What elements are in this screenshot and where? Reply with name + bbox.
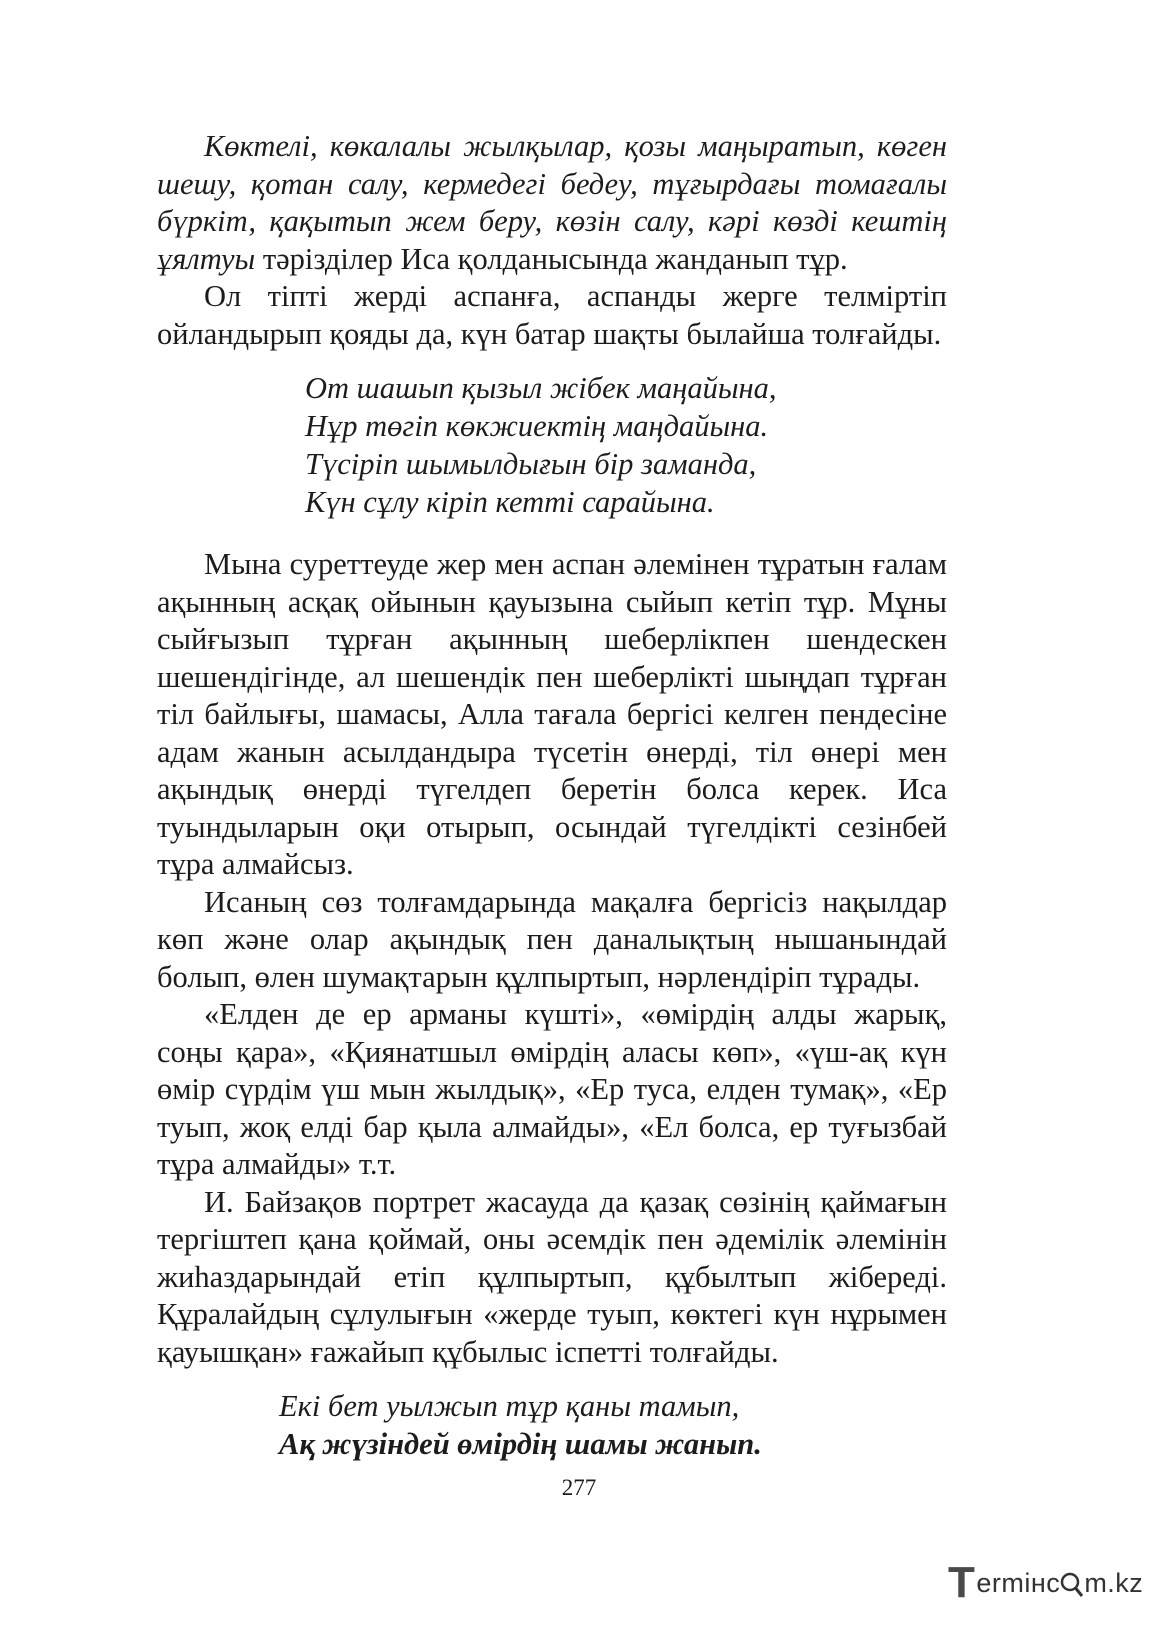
page-number: 277: [561, 1475, 597, 1500]
paragraph: Исаның сөз толғамдарында мақалға бергісіз нақылдар көп және олар ақындық пен даналықтың нышанындай болып, өлен шумақтарын құлпыртып, нәрлендіріп тұрады.: [157, 884, 947, 994]
magnifier-icon: [1060, 1569, 1084, 1597]
verse-line: Нұр төгіп көкжиектің маңдайына.: [305, 409, 769, 443]
paragraph: [157, 128, 947, 278]
verse-block: [279, 1387, 947, 1463]
page-body: [157, 128, 947, 1463]
watermark-text: m.kz: [1084, 1567, 1144, 1598]
verse-line: Түсіріп шымылдығын бір заманда,: [305, 447, 757, 481]
verse-line: Ақ жүзіндей өмірдің шамы жанып.: [279, 1427, 762, 1461]
paragraph: «Елден де ер арманы күшті», «өмірдің алды жарық, соңы қара», «Қиянатшыл өмірдің аласы көп», «үш-ақ күн өмір сүрдім үш мын жылдық», «Ер туса, елден тумақ», «Ер туып, жоқ елді бар қыла алмайды», «Ел болса, ер туғызбай тұра алмайды» т.т.: [157, 997, 947, 1181]
paragraph: Мына суреттеуде жер мен аспан әлемінен тұратын ғалам ақынның асқақ ойынын қауызына сыйып кетіп тұр. Мұны сыйғызып тұрған ақынның шеберлікпен шендескен шешендігінде, ал шешендік пен шеберлікті шыңдап тұрған тіл байлығы, шамасы, Алла тағала бергісі келген пендесіне адам жанын асылдандыра түсетін өнерді, тіл өнері мен ақындық өнерді түгелдеп беретін болса керек. Иса туындыларын оқи отырып, осындай түгелдікті сезінбей тұра алмайсыз.: [157, 547, 947, 881]
watermark-letter: T: [948, 1558, 976, 1607]
watermark-text: ermінc: [976, 1567, 1061, 1598]
verse-line: От шашып қызыл жібек маңайына,: [305, 371, 777, 405]
paragraph: Ол тіпті жерді аспанға, аспанды жерге телміртіп ойландырып қояды да, күн батар шақты былайша толғайды.: [157, 279, 947, 351]
paragraph-italic: Көктелі, көкалалы жылқылар, қозы маңыратып, көген шешу, қотан салу, кермедегі бедеу, тұғырдағы томағалы бүркіт, қақытып жем беру, көзін салу, кәрі көзді кештің ұялтуы: [157, 129, 947, 276]
watermark-logo: [948, 1558, 1144, 1607]
verse-line: Күн сұлу кіріп кетті сарайына.: [305, 485, 715, 519]
verse-block: [305, 369, 947, 521]
paragraph: И. Байзақов портрет жасауда да қазақ сөзінің қаймағын тергіштеп қана қоймай, оны әсемдік пен әдемілік әлемінін жиһаздарындай етіп құлпыртып, құбылтып жібереді. Құралайдың сұлулығын «жерде туып, көктегі күн нұрымен қауышқан» ғажайып құбылыс іспетті толғайды.: [157, 1184, 947, 1369]
verse-line: Екі бет уылжып тұр қаны тамып,: [279, 1389, 740, 1423]
paragraph-regular: тәрізділер Иса қолданысында жанданып тұр.: [255, 241, 848, 276]
